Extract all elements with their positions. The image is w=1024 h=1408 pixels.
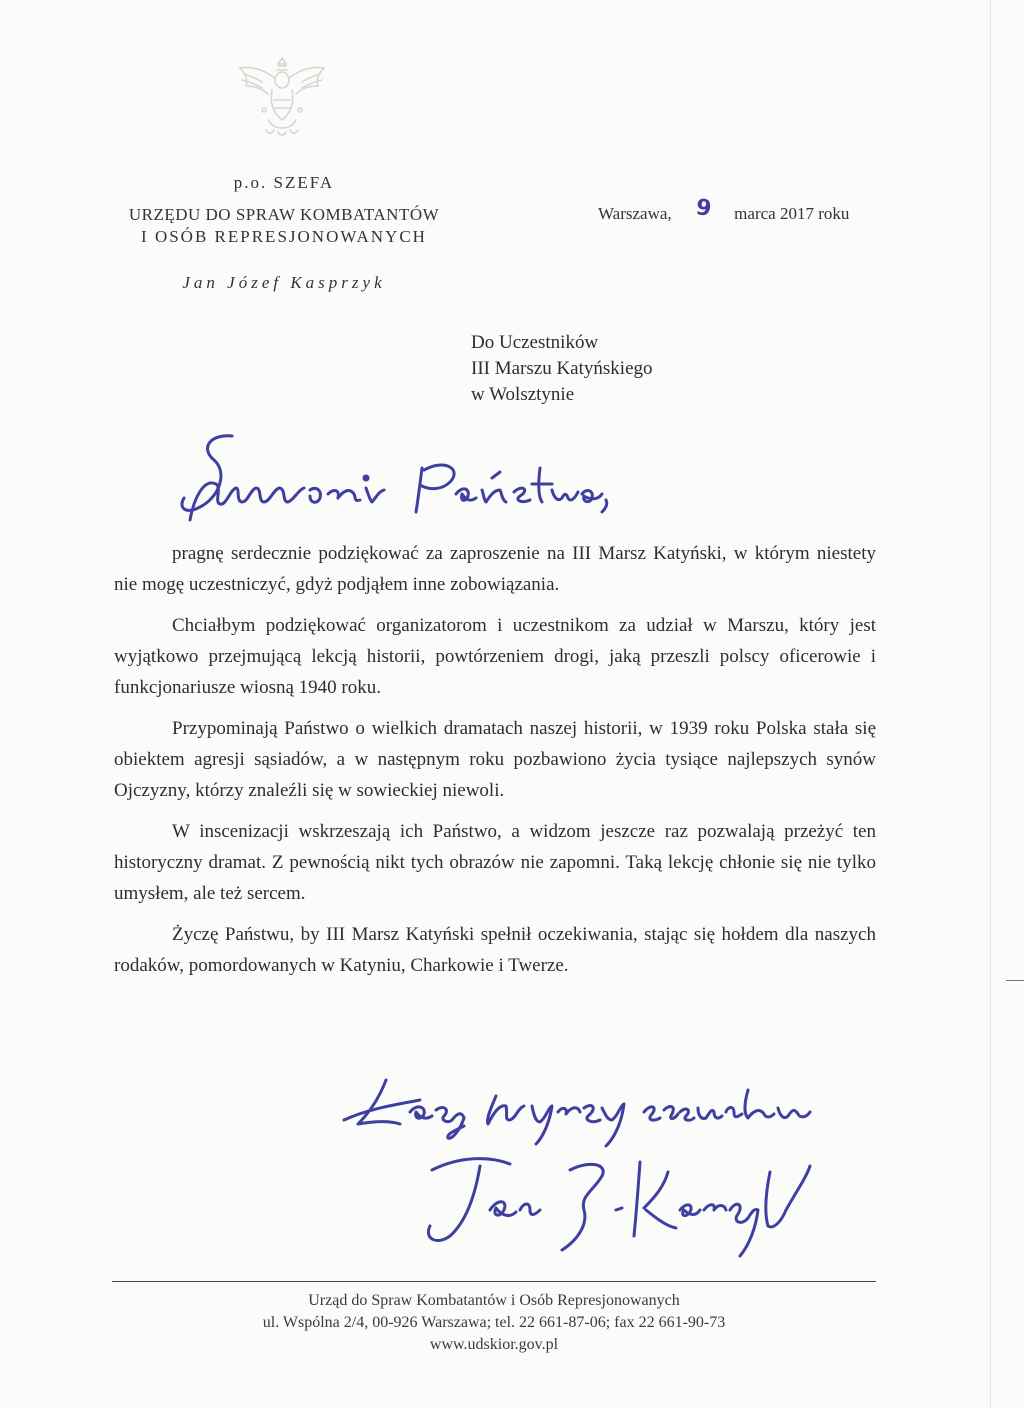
body-paragraph: Życzę Państwu, by III Marsz Katyński spełnił oczekiwania, stając się hołdem dla naszych rodaków, pomordowanych w Katyniu, Charkowie i Twerze.	[114, 924, 876, 976]
dateline	[598, 195, 850, 225]
recipient-line1: Do Uczestników	[471, 332, 599, 353]
dateline-day-handwritten: 9	[694, 195, 713, 222]
handwritten-closing-and-signature	[340, 1060, 880, 1260]
recipient-line3: w Wolsztynie	[471, 384, 575, 405]
sender-name: Jan Józef Kasprzyk	[182, 273, 386, 292]
footer-website: www.udskior.gov.pl	[429, 1336, 559, 1353]
recipient-block	[471, 330, 653, 408]
letter-body	[114, 538, 876, 991]
body-paragraph: pragnę serdecznie podziękować za zaproszenie na III Marsz Katyński, w którym niestety nie mogę uczestniczyć, gdyż podjąłem inne zobowiązania.	[114, 543, 876, 595]
recipient-line2: III Marszu Katyńskiego	[471, 358, 653, 379]
sender-office-line2: I OSÓB REPRESJONOWANYCH	[141, 227, 427, 246]
sender-office-line1: URZĘDU DO SPRAW KOMBATANTÓW	[128, 205, 440, 224]
footer-office-name: Urząd do Spraw Kombatantów i Osób Represjonowanych	[308, 1292, 680, 1309]
body-paragraph: Przypominają Państwo o wielkich dramatach naszej historii, w 1939 roku Polska stała się obiektem agresji sąsiadów, a w następnym roku pozbawiono życia tysiące najlepszych synów Ojczyzny, którzy znaleźli się w sowieckiej niewoli.	[114, 718, 876, 801]
letterhead-footer	[112, 1290, 876, 1356]
eagle-emblem-icon	[228, 48, 336, 144]
footer-address: ul. Wspólna 2/4, 00-926 Warszawa; tel. 22 661-87-06; fax 22 661-90-73	[262, 1314, 726, 1331]
footer-divider	[112, 1281, 876, 1282]
body-paragraph: W inscenizacji wskrzeszają ich Państwo, a widzom jeszcze raz pozwalają przeżyć ten historyczny dramat. Z pewnością nikt tych obrazów nie zapomni. Taką lekcję chłonie się nie tylko umysłem, ale też sercem.	[114, 821, 876, 904]
sender-role: p.o. SZEFA	[233, 173, 335, 192]
sender-block	[80, 172, 488, 294]
dateline-city: Warszawa,	[598, 204, 672, 223]
handwritten-salutation	[170, 428, 610, 538]
page-edge-shadow	[990, 0, 991, 1408]
margin-mark	[1006, 980, 1024, 981]
body-paragraph: Chciałbym podziękować organizatorom i uczestnikom za udział w Marszu, który jest wyjątkowo przejmującą lekcją historii, powtórzeniem drogi, jaką przeszli polscy oficerowie i funkcjonariusze wiosną 1940 roku.	[114, 615, 876, 698]
dateline-rest: marca 2017 roku	[734, 204, 850, 223]
